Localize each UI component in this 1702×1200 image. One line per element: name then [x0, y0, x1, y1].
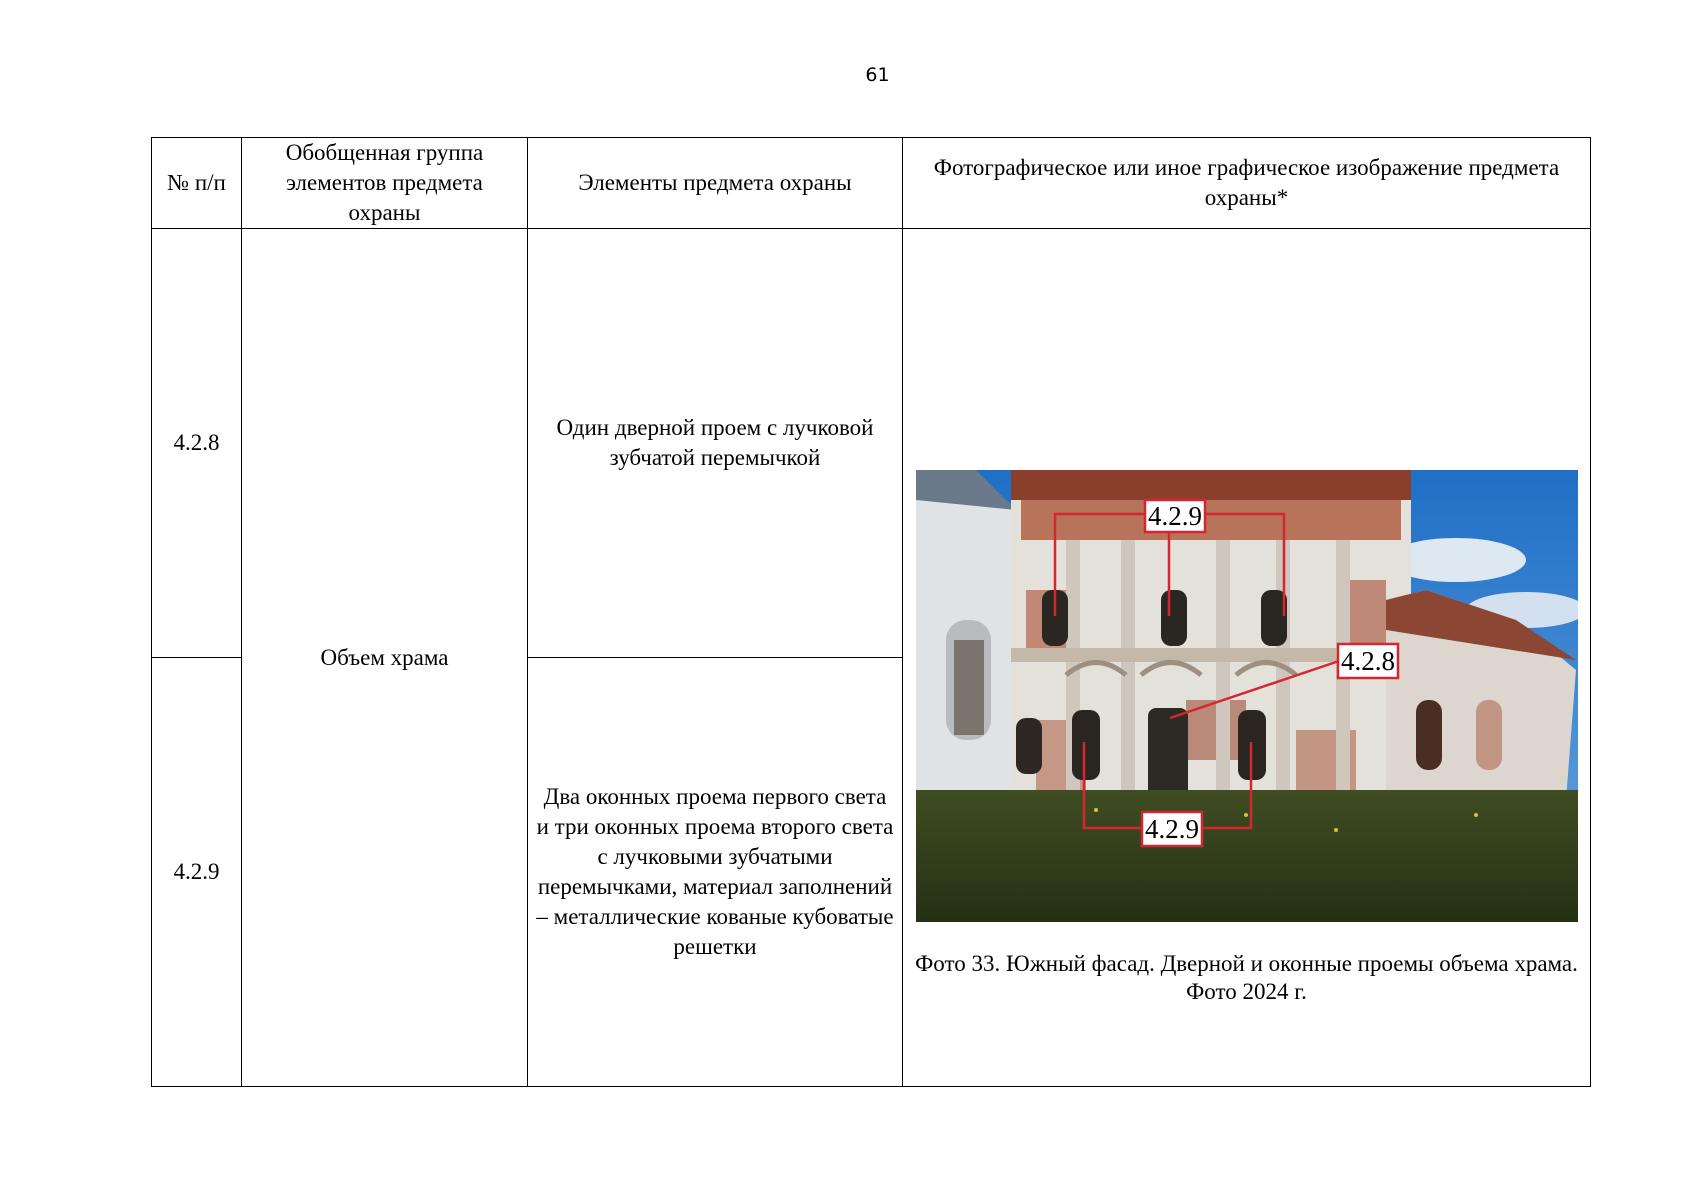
facade-photo [916, 470, 1578, 922]
caption-line-2: Фото 2024 г. [1186, 979, 1307, 1004]
label-4-2-8 [1338, 644, 1398, 678]
header-group: Обобщенная группа элементов предмета охраны [242, 138, 528, 229]
photo-caption [911, 950, 1582, 1006]
label-4-2-9-top [1145, 500, 1205, 532]
photo-cell [903, 229, 1591, 1087]
facade-photo-image [916, 470, 1578, 922]
header-elements: Элементы предмета охраны [528, 138, 903, 229]
element-cell: Два оконных проема первого света и три оконных проема второго света с лучковыми зубчатыми перемычками, материал заполнений – металлические кованые кубоватые решетки [528, 658, 903, 1087]
heritage-table [151, 137, 1591, 1087]
element-cell: Один дверной проем с лучковой зубчатой перемычкой [528, 229, 903, 658]
header-number: № п/п [152, 138, 242, 229]
group-cell: Объем храма [242, 229, 528, 1087]
page-number: 61 [865, 64, 890, 86]
svg-text:4.2.8: 4.2.8 [1340, 646, 1395, 676]
svg-text:4.2.9: 4.2.9 [1147, 501, 1202, 531]
label-4-2-9-bottom [1142, 812, 1202, 846]
row-number: 4.2.8 [152, 229, 242, 658]
row-number: 4.2.9 [152, 658, 242, 1087]
svg-text:4.2.9: 4.2.9 [1144, 814, 1199, 844]
table-header-row [152, 138, 1591, 229]
header-image: Фотографическое или иное графическое изображение предмета охраны* [903, 138, 1591, 229]
table-row [152, 229, 1591, 658]
caption-line-1: Фото 33. Южный фасад. Дверной и оконные проемы объема храма. [915, 951, 1578, 976]
